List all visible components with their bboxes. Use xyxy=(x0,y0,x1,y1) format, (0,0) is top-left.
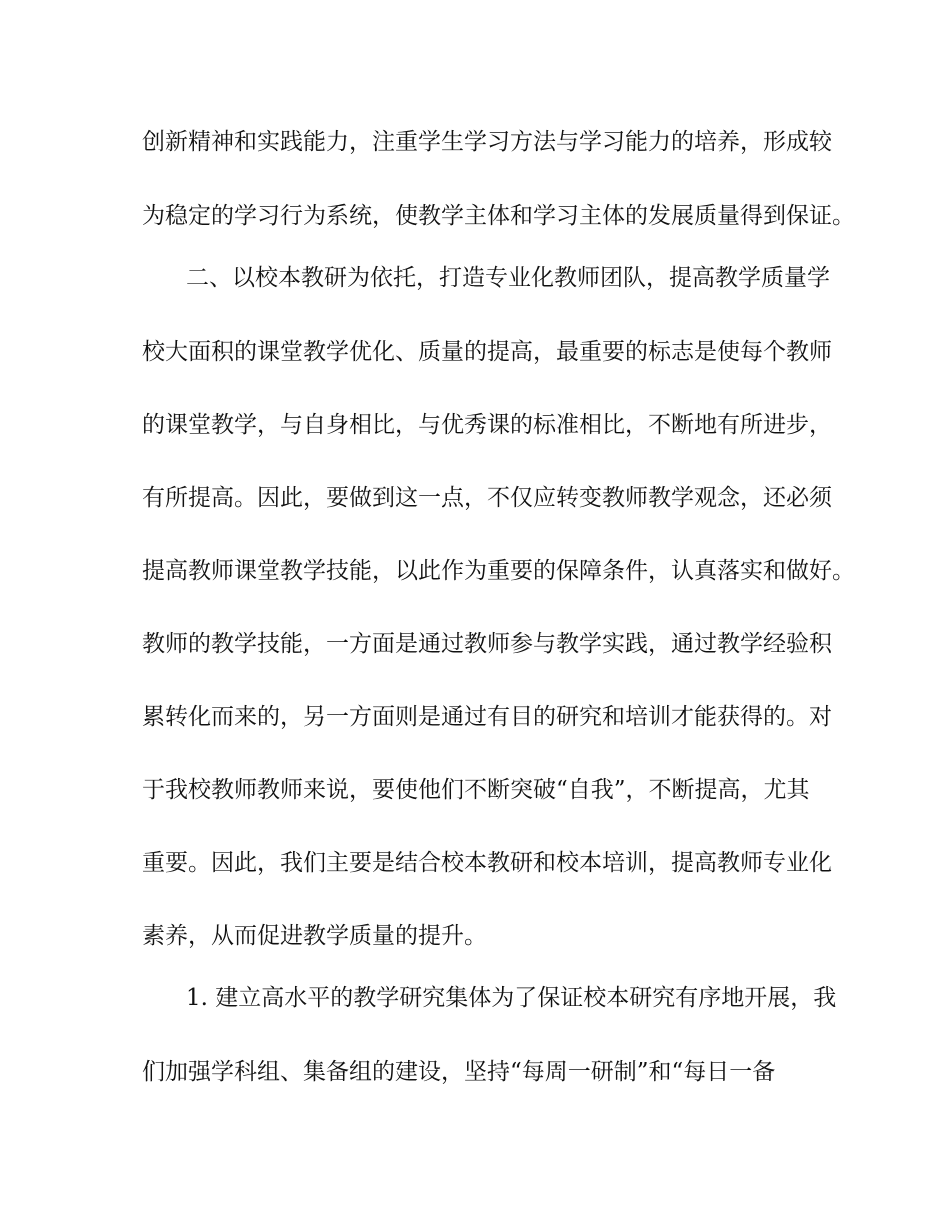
text-line: 为稳定的学习行为系统，使教学主体和学习主体的发展质量得到保证。 xyxy=(142,203,855,229)
text-line: 提高教师课堂教学技能，以此作为重要的保障条件，认真落实和做好。 xyxy=(142,558,855,584)
text-line: 们加强学科组、集备组的建设，坚持“每周一研制”和“每日一备 xyxy=(142,1059,776,1085)
text-line: 教师的教学技能，一方面是通过教师参与教学实践，通过教学经验积 xyxy=(142,631,832,657)
text-line: 素养，从而促进教学质量的提升。 xyxy=(142,923,487,949)
text-line: 重要。因此，我们主要是结合校本教研和校本培训，提高教师专业化 xyxy=(142,850,832,876)
text-line: 于我校教师教师来说，要使他们不断突破“自我”，不断提高，尤其 xyxy=(142,777,810,803)
text-line: 累转化而来的，另一方面则是通过有目的研究和培训才能获得的。对 xyxy=(142,704,832,730)
list-item-line: 1. 建立高水平的教学研究集体为了保证校本研究有序地开展，我 xyxy=(186,985,837,1011)
text-line: 校大面积的课堂教学优化、质量的提高，最重要的标志是使每个教师 xyxy=(142,339,832,365)
text-line: 的课堂教学，与自身相比，与优秀课的标准相比，不断地有所进步， xyxy=(142,412,832,438)
section-heading-line: 二、以校本教研为依托，打造专业化教师团队，提高教学质量学 xyxy=(186,265,830,291)
text-line: 有所提高。因此，要做到这一点，不仅应转变教师教学观念，还必须 xyxy=(142,485,832,511)
text-line: 创新精神和实践能力，注重学生学习方法与学习能力的培养，形成较 xyxy=(142,129,832,155)
